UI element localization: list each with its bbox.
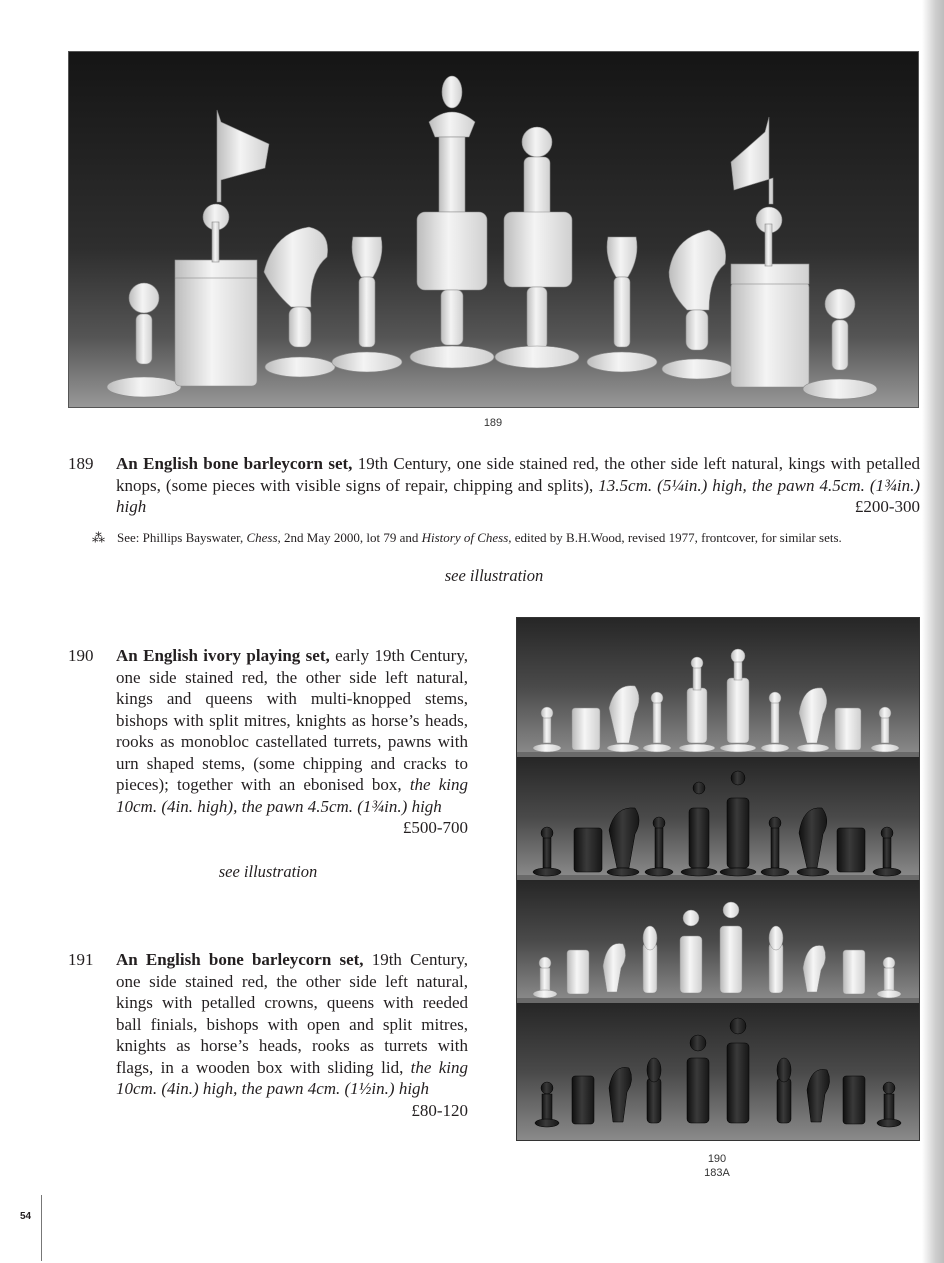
note-marker: ⁂: [92, 530, 105, 545]
lot-description: [116, 645, 468, 839]
page-number: 54: [20, 1211, 32, 1222]
photo-lot-189: [68, 51, 919, 408]
caption-reference: 183A: [704, 1167, 730, 1179]
note-text-start: See: Phillips Bayswater,: [117, 530, 247, 545]
lot-dimensions: the king 10cm. (4in. high), the pawn 4.5cm. (1¾in.) high: [116, 775, 468, 816]
lot-details: 19th Century, one side stained red, the other side left natural, kings with petalled crowns, queens with reeded ball finials, bishops with open and split mitres, knights as horse’s heads, rooks as turrets with flags, in a wooden box with sliding lid,: [116, 950, 468, 1077]
see-illustration-189: see illustration: [444, 566, 544, 585]
page-margin-rule: [41, 1195, 42, 1261]
note-text-end: edited by B.H.Wood, revised 1977, frontcover, for similar sets.: [511, 530, 842, 545]
lot-details: early 19th Century, one side stained red, the other side left natural, kings and queens with multi-knopped stems, bishops with split mitres, knights as horse’s heads, rooks as monobloc castellated turrets, pawns with urn shaped stems, (some chipping and cracks to pieces); together with an ebonised box,: [116, 646, 468, 794]
note-history-title: History of Chess,: [421, 530, 512, 545]
lot-number: 189: [68, 454, 94, 473]
lot-title: An English ivory playing set,: [116, 646, 330, 665]
lot-description: [116, 453, 920, 518]
caption-lot-number: 190: [707, 1153, 727, 1165]
photo-lot-190: [516, 617, 920, 1141]
lot-details: 19th Century, one side stained red, the other side left natural, kings with petalled knops, (some pieces with visible signs of repair, chipping and splits),: [116, 454, 920, 495]
lot-title: An English bone barleycorn set,: [116, 454, 353, 473]
chess-sets-190-191-illustration: [517, 618, 920, 1141]
lot-estimate: £80-120: [411, 1100, 468, 1120]
note-chess-title: Chess,: [246, 530, 281, 545]
photo-caption-189: 189: [483, 417, 503, 429]
lot-description: [116, 949, 468, 1121]
page-edge-shadow: [922, 0, 944, 1263]
lot-estimate: £200-300: [854, 497, 920, 516]
lot-dimensions: 13.5cm. (5¼in.) high, the pawn 4.5cm. (1¾in.) high: [116, 475, 920, 516]
lot-number: 191: [68, 950, 94, 969]
lot-number: 190: [68, 646, 94, 665]
note-text-middle: 2nd May 2000, lot 79 and: [280, 530, 422, 545]
lot-title: An English bone barleycorn set,: [116, 950, 364, 969]
see-illustration-190: see illustration: [218, 862, 318, 881]
photo-caption-190: [692, 1152, 742, 1180]
chess-set-189-illustration: [69, 52, 919, 408]
lot-dimensions: the king 10cm. (4in.) high, the pawn 4cm. (1½in.) high: [116, 1057, 468, 1098]
lot-estimate: £500-700: [402, 818, 468, 837]
